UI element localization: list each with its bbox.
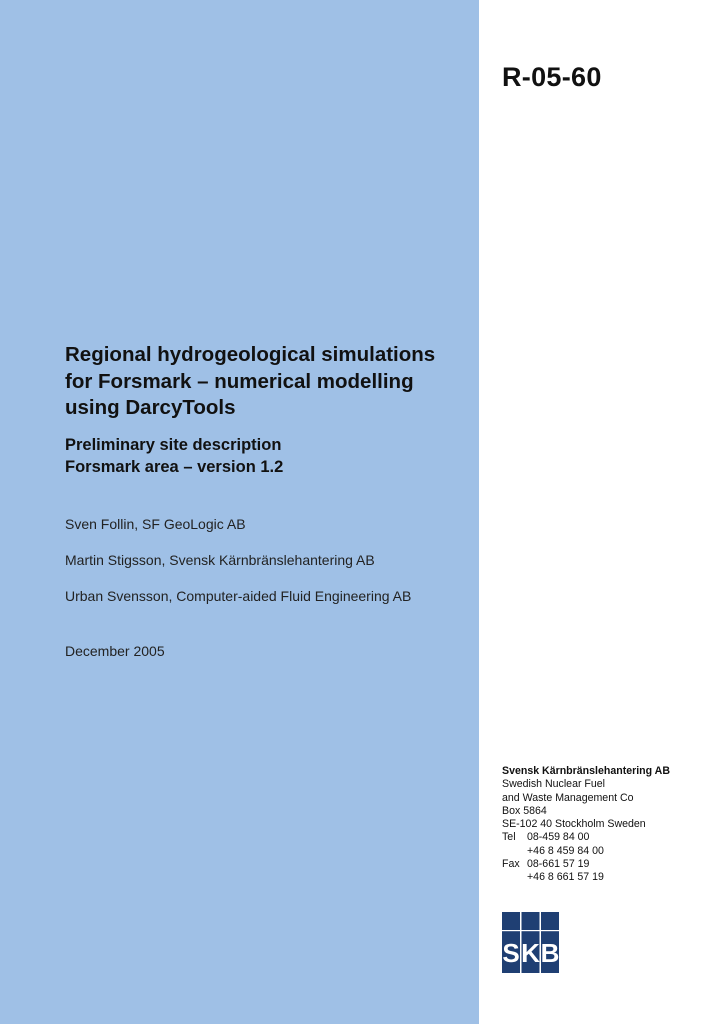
address-line: SE-102 40 Stockholm Sweden bbox=[502, 818, 646, 831]
logo-letter-b: B bbox=[540, 938, 559, 968]
skb-logo bbox=[502, 912, 559, 973]
subtitle-line: Preliminary site description bbox=[65, 436, 282, 454]
address-line: Swedish Nuclear Fuel bbox=[502, 778, 606, 791]
report-number: R-05-60 bbox=[502, 62, 602, 92]
fax-intl-row bbox=[502, 871, 712, 884]
address-line: and Waste Management Co bbox=[502, 791, 634, 804]
author-line: Sven Follin, SF GeoLogic AB bbox=[65, 516, 246, 532]
title-line: for Forsmark – numerical modelling bbox=[65, 369, 414, 393]
report-title bbox=[65, 342, 475, 422]
fax-number: 08-661 57 19 bbox=[527, 858, 590, 871]
author-line: Urban Svensson, Computer-aided Fluid Engineering AB bbox=[65, 588, 412, 604]
subtitle-line: Forsmark area – version 1.2 bbox=[65, 458, 284, 476]
title-line: Regional hydrogeological simulations bbox=[65, 343, 436, 366]
publication-date: December 2005 bbox=[65, 643, 165, 659]
tel-intl-number: +46 8 459 84 00 bbox=[527, 844, 604, 857]
title-line: using DarcyTools bbox=[65, 396, 236, 419]
logo-letter-k: K bbox=[521, 938, 540, 968]
fax-row bbox=[502, 858, 712, 871]
publisher-block bbox=[502, 765, 712, 885]
fax-label: Fax bbox=[502, 858, 520, 871]
address-line: Box 5864 bbox=[502, 804, 547, 817]
publisher-name: Svensk Kärnbränslehantering AB bbox=[502, 765, 670, 777]
tel-number: 08-459 84 00 bbox=[527, 831, 590, 844]
logo-letter-s: S bbox=[502, 938, 520, 968]
tel-intl-row bbox=[502, 845, 712, 858]
tel-row bbox=[502, 831, 712, 844]
report-subtitle bbox=[65, 434, 475, 478]
tel-label: Tel bbox=[502, 831, 516, 844]
fax-intl-number: +46 8 661 57 19 bbox=[527, 871, 604, 884]
author-line: Martin Stigsson, Svensk Kärnbränslehantering AB bbox=[65, 552, 375, 568]
